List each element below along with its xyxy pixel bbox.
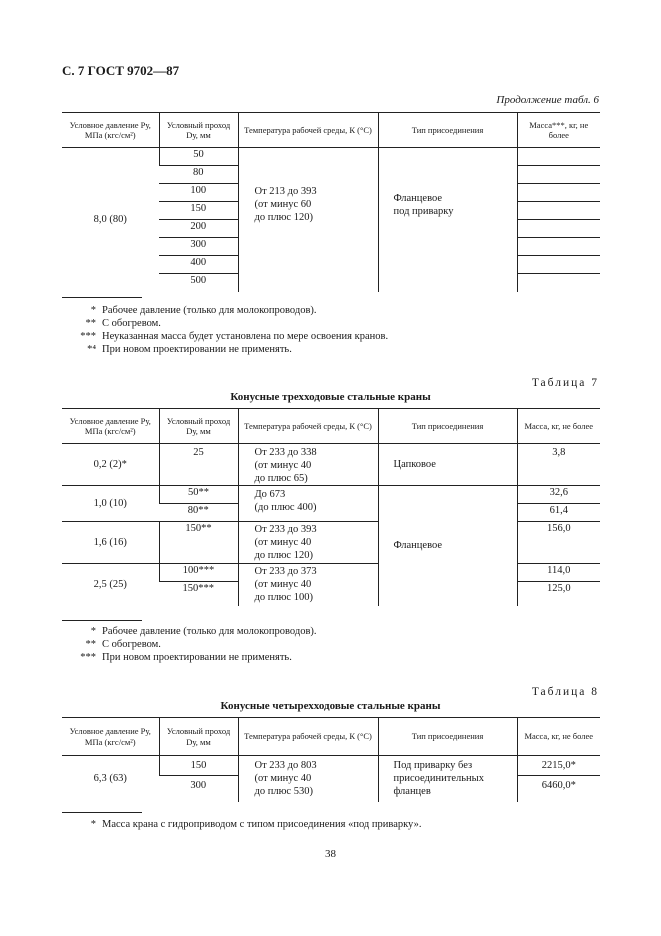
footnote: * Рабочее давление (только для молокопроводов). [90,626,317,637]
mass-cell [517,148,600,166]
pressure-cell: 8,0 (80) [93,214,127,226]
footnote: *⁴ При новом проектировании не применять. [87,344,292,355]
diameter-cell: 150*** [159,582,238,606]
mass-cell: 125,0 [517,582,600,606]
temperature-line: От 213 до 393 [254,186,317,197]
document-reference: С. 7 ГОСТ 9702—87 [62,63,180,78]
connection-cell: Фланцевое [378,486,517,606]
mass-cell: 114,0 [517,564,600,582]
mass-cell [517,274,600,292]
temperature-cell: От 233 до 338 (от минус 40 до плюс 65) [238,444,378,486]
connection-cell: Цапковое [378,444,517,486]
diameter-cell: 80** [159,504,238,522]
diameter-cell: 50 [159,148,238,166]
temperature-cell: От 233 до 373 (от минус 40 до плюс 100) [238,564,378,606]
mass-cell [517,202,600,220]
mass-cell: 156,0 [517,522,600,564]
pressure-cell: 6,3 (63) [93,773,127,785]
mass-cell [517,220,600,238]
table-8-title: Конусные четырехходовые стальные краны [220,700,441,712]
temperature-line: (от минус 60 [254,199,312,210]
temperature-cell: От 233 до 393 (от минус 40 до плюс 120) [238,522,378,564]
mass-cell: 2215,0* [517,756,600,776]
footnotes-table-8 [62,818,421,831]
diameter-cell: 200 [159,220,238,238]
footnotes-table-7 [62,625,317,664]
footnote: * Масса крана с гидроприводом с типом присоединения «под приварку». [90,819,422,830]
col-header-connection: Тип присоединения [378,718,517,756]
diameter-cell: 50** [159,486,238,504]
footnote-divider [62,297,142,298]
col-header-temperature: Температура рабочей среды, К (°С) [238,113,378,148]
col-header-connection: Тип присоединения [378,113,517,148]
connection-line: под приварку [393,206,454,217]
footnote: * Рабочее давление (только для молокопроводов). [90,305,317,316]
mass-cell: 6460,0* [517,776,600,802]
mass-cell: 3,8 [517,444,600,486]
pressure-cell: 2,5 (25) [62,564,159,606]
diameter-cell: 400 [159,256,238,274]
table-7 [62,408,600,606]
diameter-cell: 25 [159,444,238,486]
table-7-number: Таблица 7 [531,377,599,389]
diameter-cell: 80 [159,166,238,184]
mass-cell [517,166,600,184]
footnote: *** При новом проектировании не применять. [80,652,292,663]
footnote: *** Неуказанная масса будет установлена по мере освоения кранов. [80,331,389,342]
mass-cell: 32,6 [517,486,600,504]
col-header-temperature: Температура рабочей среды, К (°С) [238,409,378,444]
col-header-temperature: Температура рабочей среды, К (°С) [238,718,378,756]
col-header-mass: Масса***, кг, не более [517,113,600,148]
diameter-cell: 500 [159,274,238,292]
diameter-cell: 150 [159,202,238,220]
connection-cell [378,148,517,292]
diameter-cell: 100 [159,184,238,202]
pressure-cell: 1,0 (10) [62,486,159,522]
footnote-divider [62,812,142,813]
temperature-cell: До 673 (до плюс 400) [238,486,378,522]
footnote-divider [62,620,142,621]
col-header-pressure: Условное давление Pу, МПа (кгс/см²) [62,113,159,148]
mass-cell [517,256,600,274]
col-header-pressure: Условное давление Pу, МПа (кгс/см²) [62,718,159,756]
pressure-cell: 0,2 (2)* [93,459,127,470]
table-6 [62,112,600,292]
diameter-cell: 150 [159,756,238,776]
col-header-mass: Масса, кг, не более [517,409,600,444]
connection-line: Фланцевое [393,193,442,204]
diameter-cell: 300 [159,776,238,802]
col-header-diameter: Условный проход Dу, мм [159,718,238,756]
table-8-number: Таблица 8 [531,686,599,698]
temperature-cell: От 233 до 803 (от минус 40 до плюс 530) [238,756,378,802]
col-header-diameter: Условный проход Dу, мм [159,409,238,444]
pressure-cell: 1,6 (16) [62,522,159,564]
col-header-diameter: Условный проход Dу, мм [159,113,238,148]
footnotes-table-6 [62,304,388,356]
table-continuation-label: Продолжение табл. 6 [496,94,599,106]
table-8 [62,717,600,802]
temperature-cell [238,148,378,292]
connection-cell: Под приварку без присоединительных фланцев [378,756,517,802]
diameter-cell: 100*** [159,564,238,582]
footnote: ** С обогревом. [85,318,161,329]
col-header-connection: Тип присоединения [378,409,517,444]
mass-cell: 61,4 [517,504,600,522]
col-header-mass: Масса, кг, не более [517,718,600,756]
mass-cell [517,184,600,202]
mass-cell [517,238,600,256]
col-header-pressure: Условное давление Pу, МПа (кгс/см²) [62,409,159,444]
diameter-cell: 150** [159,522,238,564]
footnote: ** С обогревом. [85,639,161,650]
diameter-cell: 300 [159,238,238,256]
table-7-title: Конусные трехходовые стальные краны [230,391,431,403]
temperature-line: до плюс 120) [254,212,313,223]
page-number: 38 [325,848,336,860]
